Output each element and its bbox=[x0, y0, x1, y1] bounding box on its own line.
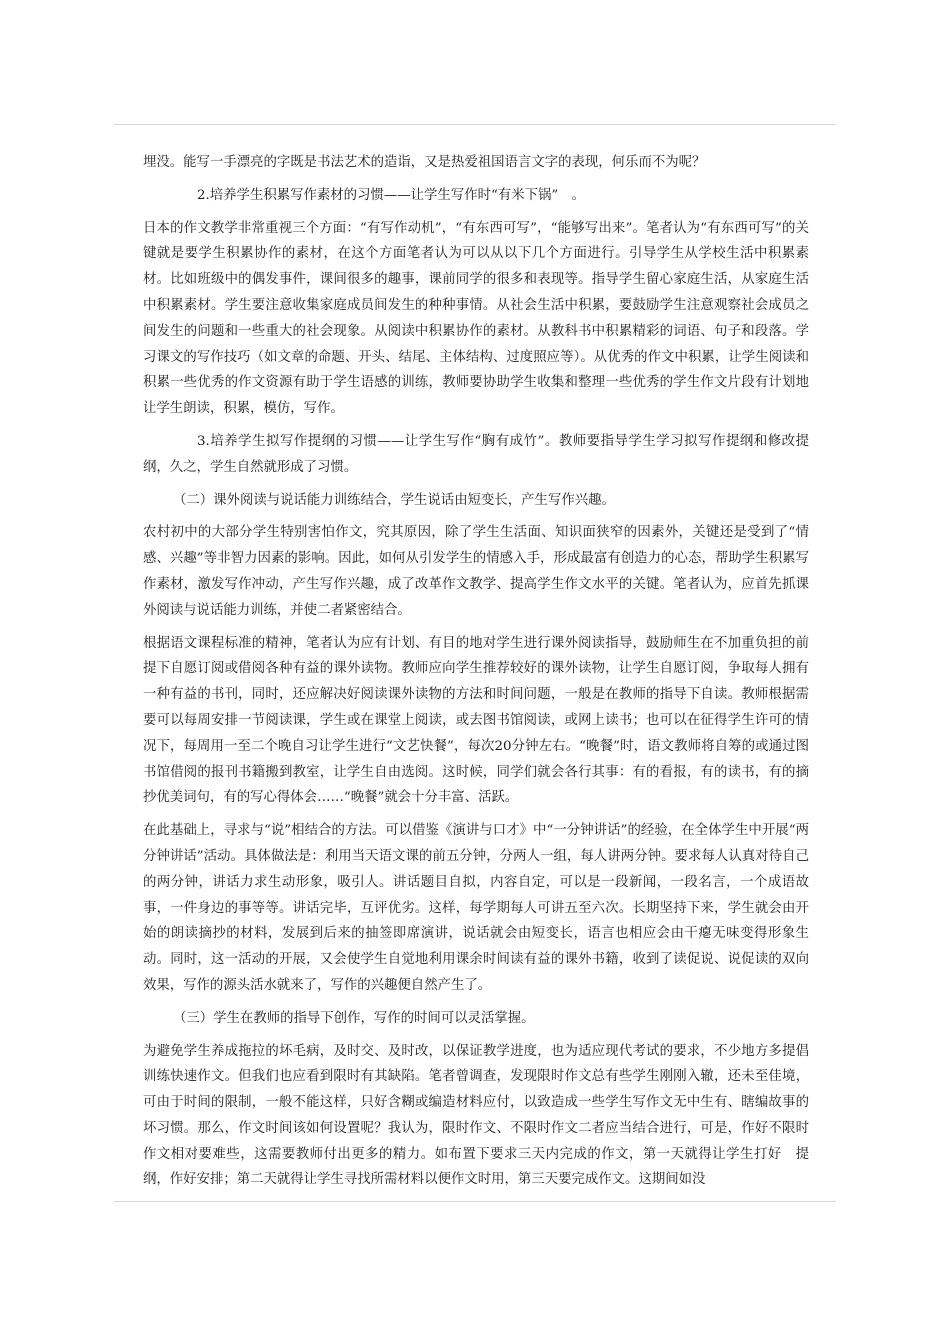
paragraph: 为避免学生养成拖拉的坏毛病，及时交、及时改，以保证教学进度，也为适应现代考试的要求，不少地方多提倡训练快速作文。但我们也应看到限时有其缺陷。笔者曾调查，发现限时作文总有些学生刚刚入辙，还未至佳境，可由于时间的限制，一般不能这样，只好含糊或编造材料应付，以致造成一些学生写作文无中生有、瞎编故事的坏习惯。那么，作文时间该如何设置呢？我认为，限时作文、不限时作文二者应当结合进行，可是，作好不限时作文相对要难些，这需要教师付出更多的精力。如布置下要求三天内完成的作文，第一天就得让学生打好 提纲，作好安排；第二天就得让学生寻找所需材料以便作文时用，第三天要完成作文。这期间如没 bbox=[143, 1043, 809, 1188]
paragraph: 根据语文课程标准的精神，笔者认为应有计划、有目的地对学生进行课外阅读指导，鼓励师生在不加重负担的前提下自愿订阅或借阅各种有益的课外读物。教师应向学生推荐较好的课外读物，让学生自愿订阅，争取每人拥有一种有益的书刊，同时，还应解决好阅读课外读物的方法和时间问题，一般是在教师的指导下自读。教师根据需要可以每周安排一节阅读课，学生或在课堂上阅读，或去图书馆阅读，或网上读书；也可以在征得学生许可的情况下，每周用一至二个晚自习让学生进行“文艺快餐”，每次20分钟左右。“晚餐”时，语文教师将自筹的或通过图书馆借阅的报刊书籍搬到教室，让学生自由选阅。这时候，同学们就会各行其事：有的看报，有的读书，有的摘抄优美词句，有的写心得体会……“晚餐”就会十分丰富、活跃。 bbox=[143, 635, 809, 806]
section-heading: 3.培养学生拟写作提纲的习惯——让学生写作“胸有成竹”。教师要指导学生学习拟写作提纲和修改提纲，久之，学生自然就形成了习惯。 bbox=[143, 433, 809, 475]
section-heading: （二）课外阅读与说话能力训练结合，学生说话由短变长，产生写作兴趣。 bbox=[173, 492, 615, 508]
section-heading: （三）学生在教师的指导下创作，写作的时间可以灵活掌握。 bbox=[173, 1010, 535, 1026]
footer-divider bbox=[114, 1201, 836, 1202]
paragraph: 农村初中的大部分学生特别害怕作文，究其原因，除了学生生活面、知识面狭窄的因素外，关键还是受到了“情感、兴趣”等非智力因素的影响。因此，如何从引发学生的情感入手，形成最富有创造力的心态，帮助学生积累写作素材，激发写作冲动，产生写作兴趣，成了改革作文教学、提高学生作文水平的关键。笔者认为，应首先抓课外阅读与说话能力训练，并使二者紧密结合。 bbox=[143, 525, 809, 618]
paragraph: 日本的作文教学非常重视三个方面：“有写作动机”，“有东西可写”，“能够写出来”。笔者认为“有东西可写”的关键就是要学生积累协作的素材，在这个方面笔者认为可以从以下几个方面进行。引导学生从学校生活中积累素材。比如班级中的偶发事件，课间很多的趣事，课前同学的很多和表现等。指导学生留心家庭生活，从家庭生活中积累素材。学生要注意收集家庭成员间发生的种种事情。从社会生活中积累，要鼓励学生注意观察社会成员之间发生的问题和一些重大的社会现象。从阅读中积累协作的素材。从教科书中积累精彩的词语、句子和段落。学习课文的写作技巧（如文章的命题、开头、结尾、主体结构、过度照应等）。从优秀的作文中积累，让学生阅读和积累一些优秀的作文资源有助于学生语感的训练，教师要协助学生收集和整理一些优秀的学生作文片段有计划地让学生朗读，积累，模仿，写作。 bbox=[143, 220, 809, 417]
paragraph: 在此基础上，寻求与“说”相结合的方法。可以借鉴《演讲与口才》中“一分钟讲话”的经验，在全体学生中开展“两分钟讲话”活动。具体做法是：利用当天语文课的前五分钟，分两人一组，每人讲两分钟。要求每人认真对待自己的两分钟，讲话力求生动形象，吸引人。讲话题目自拟，内容自定，可以是一段新闻，一段名言，一个成语故事，一件身边的事等等。讲话完毕，互评优劣。这样，每学期每人可讲五至六次。长期坚持下来，学生就会由开始的朗读摘抄的材料，发展到后来的抽签即席演讲，说话就会由短变长，语言也相应会由干瘪无味变得形象生动。同时，这一活动的开展，又会使学生自觉地利用课余时间读有益的课外书籍，收到了读促说、说促读的双向效果，写作的源头活水就来了，写作的兴趣便自然产生了。 bbox=[143, 823, 809, 993]
paragraph: 埋没。能写一手漂亮的字既是书法艺术的造诣，又是热爱祖国语言文字的表现，何乐而不为呢？ bbox=[143, 155, 706, 170]
header-divider bbox=[114, 124, 836, 125]
document-body bbox=[143, 150, 809, 1200]
section-heading: 2.培养学生积累写作素材的习惯——让学生写作时“有米下锅” 。 bbox=[197, 187, 586, 203]
